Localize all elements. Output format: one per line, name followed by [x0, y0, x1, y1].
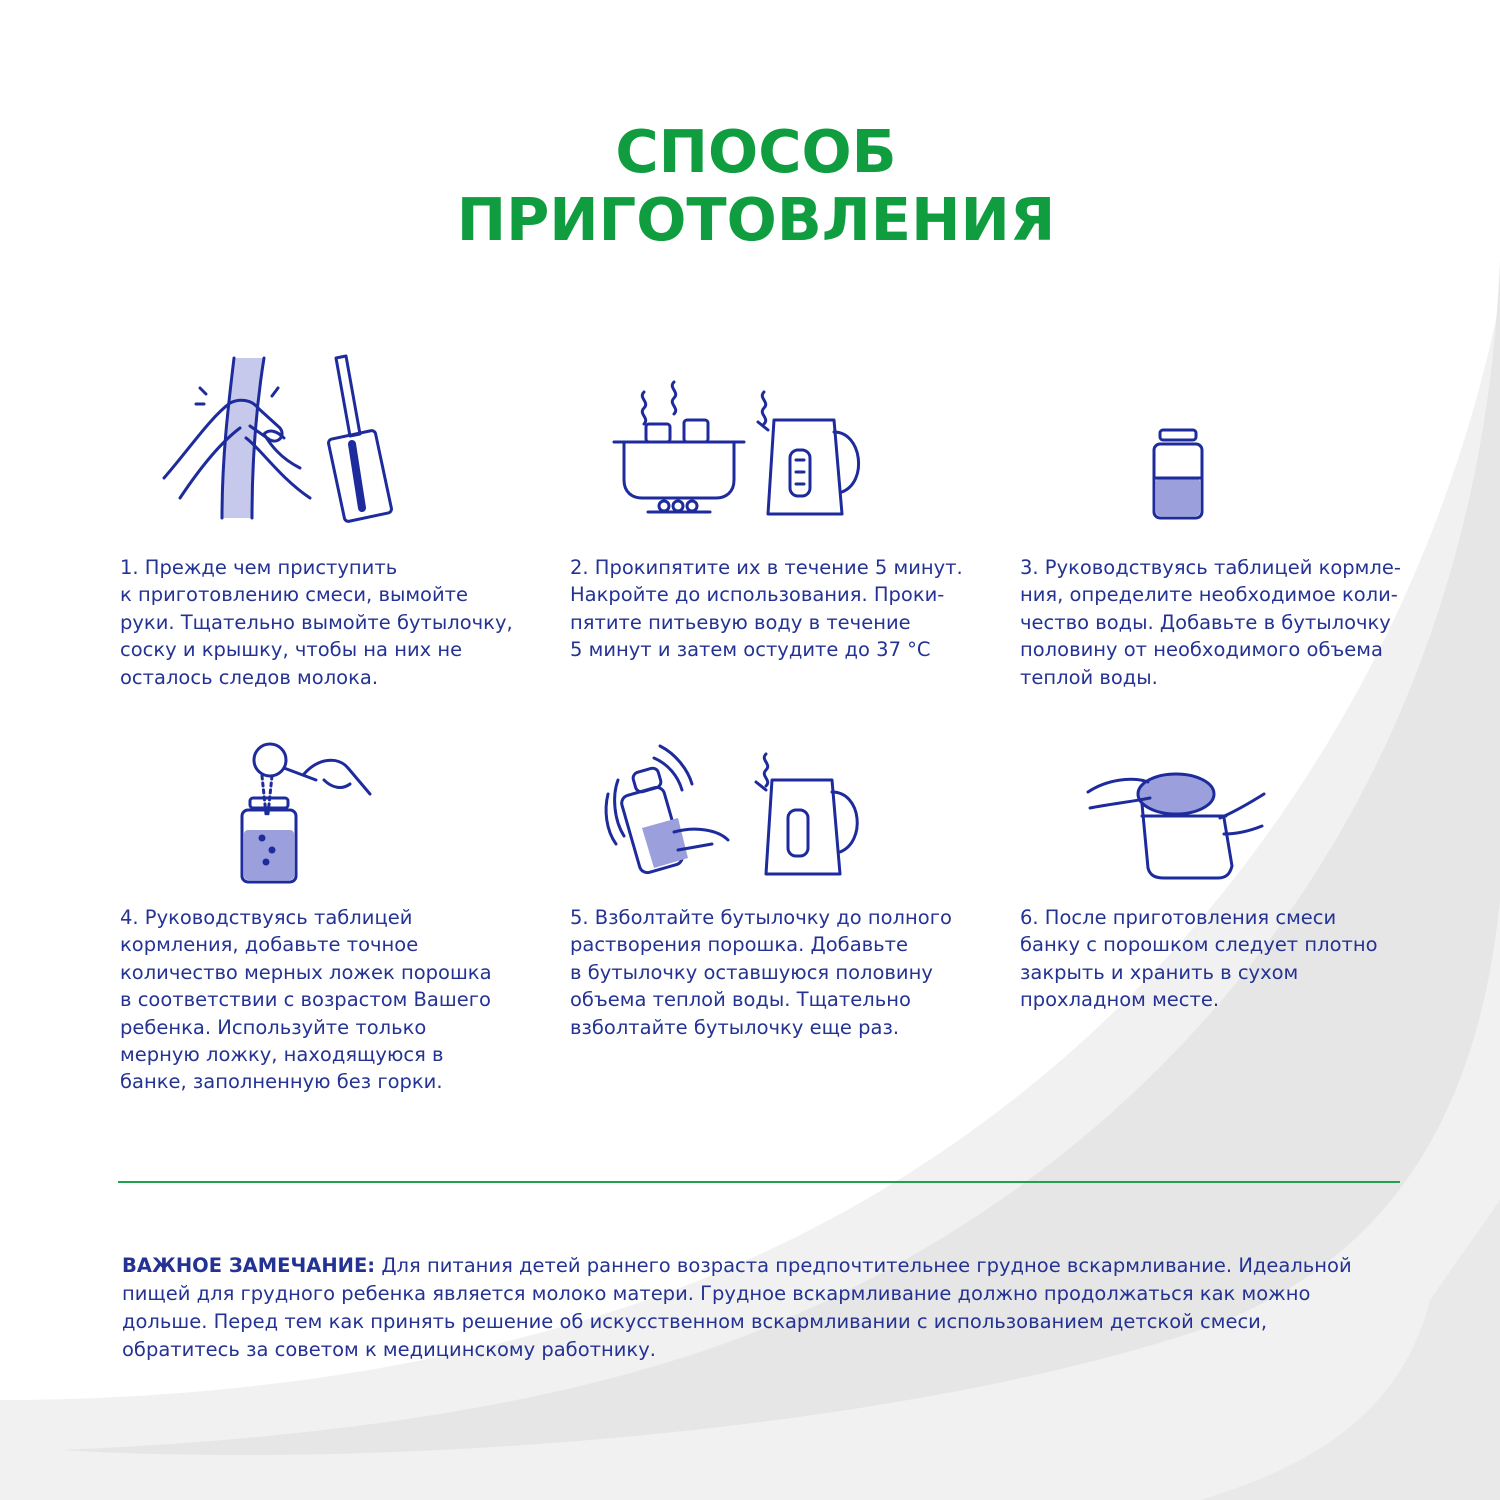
- step-5-text: 5. Взболтайте бутылочку до полного растворения порошка. Добавьте в бутылочку оставшуюся половину объема теплой воды. Тщательно взболтайте бутылочку еще раз.: [570, 906, 952, 1039]
- title-line-1: СПОСОБ: [615, 117, 897, 186]
- scoop-powder-into-bottle-icon: [228, 738, 378, 884]
- important-note-text: Для питания детей раннего возраста предпочтительнее грудное вскармливание. Идеальной пищей для грудного ребенка является молоко матери. Грудное вскармливание должно продолжаться как можно дольше. Перед тем как принять решение об искусственном вскармливании с использованием детской смеси, обратитесь за советом к медицинскому работнику.: [122, 1254, 1352, 1361]
- bottle-half-water-icon: [1150, 428, 1206, 522]
- boiling-pot-and-kettle-icon: [612, 372, 872, 522]
- step-4-text: 4. Руководствуясь таблицей кормления, добавьте точное количество мерных ложек порошка в соответствии с возрастом Вашего ребенка. Используйте только мерную ложку, находящуюся в банке, заполненную без горки.: [120, 906, 492, 1094]
- hand-wash-and-bottle-brush-icon: [160, 348, 420, 523]
- close-lid-on-can-icon: [1086, 768, 1268, 880]
- step-6-text: 6. После приготовления смеси банку с порошком следует плотно закрыть и хранить в сухом прохладном месте.: [1020, 906, 1378, 1012]
- title-line-2: ПРИГОТОВЛЕНИЯ: [456, 185, 1056, 254]
- step-1-text: 1. Прежде чем приступить к приготовлению смеси, вымойте руки. Тщательно вымойте бутылочку, соску и крышку, чтобы на них не осталось следов молока.: [120, 556, 513, 689]
- important-note: [122, 1252, 1392, 1364]
- page-title: [0, 118, 1500, 254]
- shake-bottle-and-kettle-icon: [600, 740, 870, 880]
- section-divider: [118, 1181, 1400, 1183]
- step-3-text: 3. Руководствуясь таблицей кормле- ния, определите необходимое коли- чество воды. Добавьте в бутылочку половину от необходимого объема теплой воды.: [1020, 556, 1401, 689]
- step-2-text: 2. Прокипятите их в течение 5 минут. Накройте до использования. Проки- пятите питьевую воду в течение 5 минут и затем остудите до 37 °С: [570, 556, 963, 662]
- important-note-label: ВАЖНОЕ ЗАМЕЧАНИЕ:: [122, 1254, 376, 1277]
